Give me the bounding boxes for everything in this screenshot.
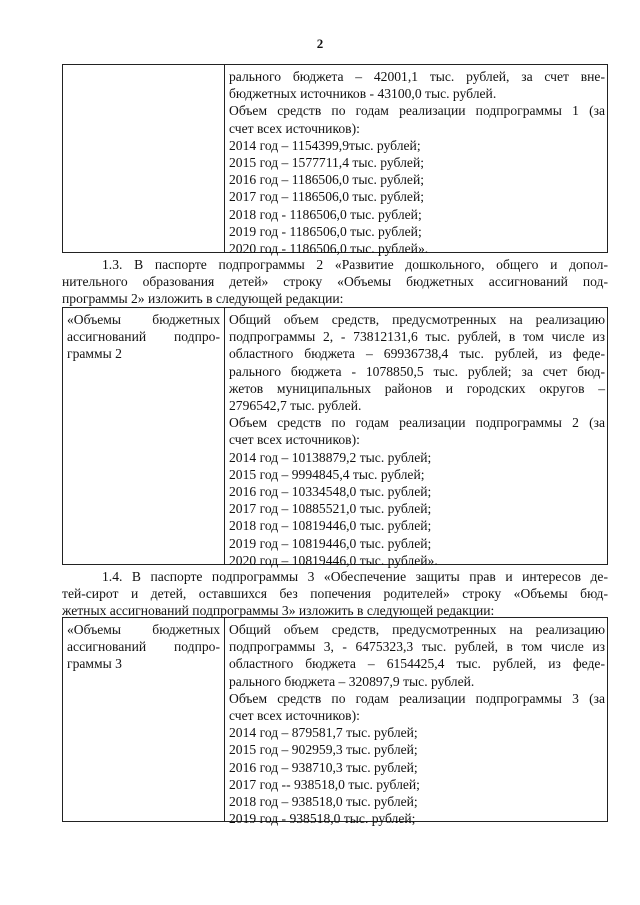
text-line: ассигнований подпро- [67, 639, 220, 655]
text-line: бюджетных источников - 43100,0 тыс. рублей. [229, 86, 497, 102]
text-line: рального бюджета - 1078850,5 тыс. рублей; за счет бюд- [229, 363, 605, 379]
text-line: подпрограммы 3, - 6475323,3 тыс. рублей, в том числе из [229, 639, 605, 655]
text-line: 2016 год – 1186506,0 тыс. рублей; [229, 172, 424, 188]
text-line: счет всех источников): [229, 432, 360, 448]
text-line: 2016 год – 10334548,0 тыс. рублей; [229, 484, 432, 500]
paragraph-1-3 [62, 256, 608, 308]
text-line: «Объемы бюджетных [67, 312, 220, 327]
text-line: 2018 год – 10819446,0 тыс. рублей; [229, 518, 432, 534]
table-subprogram-1-continued [62, 64, 608, 257]
subprogram-3-label [67, 621, 220, 673]
paragraph-1-4 [62, 568, 608, 620]
table-subprogram-2 [62, 307, 608, 568]
text-line: 2020 год - 1186506,0 тыс. рублей». [229, 241, 429, 257]
text-line: рального бюджета – 320897,9 тыс. рублей. [229, 673, 475, 689]
table-subprogram-3 [62, 617, 608, 827]
text-line: Объем средств по годам реализации подпрограммы 2 (за [229, 415, 605, 431]
text-line: 2017 год – 10885521,0 тыс. рублей; [229, 501, 432, 517]
text-line: 2019 год – 10819446,0 тыс. рублей; [229, 535, 432, 551]
text-line: 2018 год – 938518,0 тыс. рублей; [229, 794, 418, 810]
text-line: нительного образования детей» строку «Объемы бюджетных ассигнований под- [62, 274, 608, 290]
text-line: рального бюджета – 42001,1 тыс. рублей, за счет вне- [229, 69, 605, 84]
text-line: жетов муниципальных районов и городских округов – [229, 380, 605, 396]
text-line: жетных ассигнований подпрограммы 3» изложить в следующей редакции: [62, 603, 495, 619]
text-line: 2020 год – 10819446,0 тыс. рублей». [229, 552, 438, 568]
text-line: «Объемы бюджетных [67, 622, 220, 637]
text-line: 2017 год – 1186506,0 тыс. рублей; [229, 189, 424, 205]
column-divider [224, 618, 225, 821]
text-line: 2015 год – 1577711,4 тыс. рублей; [229, 155, 424, 171]
text-line: Объем средств по годам реализации подпрограммы 1 (за [229, 103, 605, 119]
text-line: Общий объем средств, предусмотренных на реализацию [229, 622, 605, 637]
text-line: подпрограммы 2, - 73812131,6 тыс. рублей, в том числе из [229, 329, 605, 345]
subprogram-2-label [67, 311, 220, 363]
text-line: 2017 год -- 938518,0 тыс. рублей; [229, 776, 420, 792]
text-line: программы 2» изложить в следующей редакции: [62, 291, 344, 307]
text-line: ассигнований подпро- [67, 329, 220, 345]
column-divider [224, 65, 225, 252]
text-line: 2019 год - 1186506,0 тыс. рублей; [229, 223, 422, 239]
text-line: 2014 год – 10138879,2 тыс. рублей; [229, 449, 432, 465]
text-line: областного бюджета – 69936738,4 тыс. рублей, из феде- [229, 346, 605, 362]
text-line: 2016 год – 938710,3 тыс. рублей; [229, 759, 418, 775]
page-number: 2 [316, 36, 324, 51]
text-line: 2018 год - 1186506,0 тыс. рублей; [229, 206, 422, 222]
subprogram-1-volumes-text [229, 68, 605, 257]
text-line: счет всех источников): [229, 120, 360, 136]
subprogram-3-volumes-text [229, 621, 605, 827]
text-line: 2015 год – 9994845,4 тыс. рублей; [229, 466, 425, 482]
text-line: 2796542,7 тыс. рублей. [229, 398, 362, 414]
text-line: 2014 год – 1154399,9тыс. рублей; [229, 137, 421, 153]
text-line: граммы 3 [67, 656, 122, 672]
column-divider [224, 308, 225, 564]
text-line: тей-сирот и детей, оставшихся без попечения родителей» строку «Объемы бюд- [62, 586, 608, 602]
text-line: 1.4. В паспорте подпрограммы 3 «Обеспечение защиты прав и интересов де- [102, 569, 608, 584]
text-line: счет всех источников): [229, 708, 360, 724]
subprogram-2-volumes-text [229, 311, 605, 569]
text-line: 1.3. В паспорте подпрограммы 2 «Развитие дошкольного, общего и допол- [102, 257, 608, 272]
text-line: 2015 год – 902959,3 тыс. рублей; [229, 742, 418, 758]
text-line: 2014 год – 879581,7 тыс. рублей; [229, 725, 418, 741]
text-line: Общий объем средств, предусмотренных на реализацию [229, 312, 605, 327]
text-line: Объем средств по годам реализации подпрограммы 3 (за [229, 690, 605, 706]
text-line: граммы 2 [67, 346, 122, 362]
text-line: областного бюджета – 6154425,4 тыс. рублей, из феде- [229, 656, 605, 672]
text-line: 2019 год - 938518,0 тыс. рублей; [229, 811, 416, 827]
